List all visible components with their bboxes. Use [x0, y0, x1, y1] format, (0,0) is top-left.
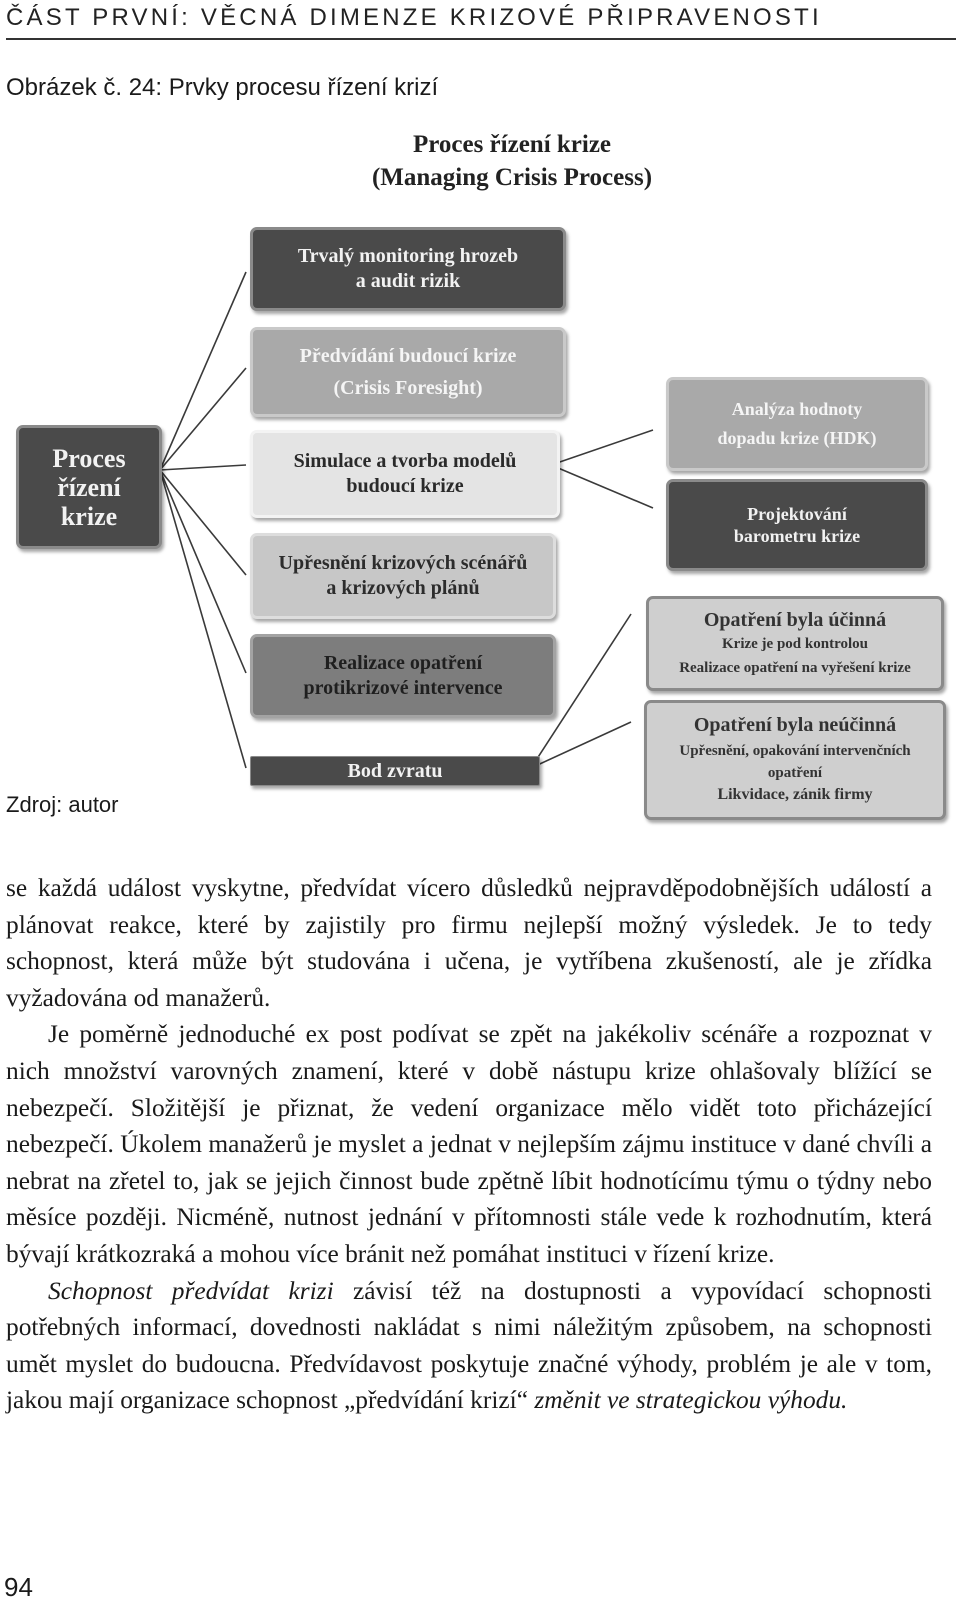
box-analyza-hodnoty-dopadu — [666, 377, 928, 471]
root-box-line1: Proces — [52, 443, 126, 473]
box-heading: Opatření byla účinná — [703, 608, 887, 631]
paragraph-3-italic-start: Schopnost předvídat krizi — [48, 1276, 334, 1305]
box-line2: a audit rizik — [355, 270, 461, 292]
box-line2: protikrizové intervence — [303, 677, 503, 699]
box-line1: Krize je pod kontrolou — [722, 635, 868, 652]
box-realizace-opatreni — [250, 634, 556, 718]
box-line3: Likvidace, zánik firmy — [717, 786, 873, 803]
diagram-title-line2: (Managing Crisis Process) — [371, 164, 653, 191]
box-projektovani-barometru — [666, 479, 928, 571]
box-trvaly-monitoring — [250, 227, 566, 311]
box-line1: Předvídání budoucí krize — [299, 345, 517, 367]
box-line1: Realizace opatření — [323, 652, 483, 674]
box-heading: Opatření byla neúčinná — [693, 714, 897, 736]
box-simulace-a-tvorba-modelu — [250, 430, 560, 518]
box-line1: Analýza hodnoty — [731, 399, 863, 419]
box-line2: Realizace opatření na vyřešení krize — [679, 659, 911, 676]
running-head: ČÁST PRVNÍ: VĚCNÁ DIMENZE KRIZOVÉ PŘIPRAVENOSTI — [6, 4, 956, 40]
box-line1: Upřesnění krizových scénářů — [278, 552, 528, 574]
box-line1: Trvalý monitoring hrozeb — [297, 245, 519, 267]
box-line2: dopadu krize (HDK) — [717, 428, 877, 448]
box-line2: budoucí krize — [346, 475, 464, 497]
figure-caption: Obrázek č. 24: Prvky procesu řízení krizí — [6, 74, 439, 101]
box-line2: (Crisis Foresight) — [333, 377, 483, 399]
box-line1: Upřesnění, opakování intervenčních — [679, 743, 911, 759]
box-opatreni-byla-neucinna — [644, 700, 946, 820]
root-box-line3: krize — [60, 501, 118, 531]
box-line2: a krizových plánů — [326, 577, 480, 599]
box-bod-zvratu — [250, 756, 540, 786]
paragraph-3-middle: závisí též na dostupnosti a vypovídací schopnosti potřebných informací, dovednosti nakládat s nimi náležitým způsobem, na schopnosti umět myslet do budoucna. Předvídavost poskytuje značné výhody, problém je ale v tom, jakou mají organizace schopnost „předvídání krizí“ — [6, 1276, 932, 1415]
box-upresneni-krizovych-scenaru — [250, 533, 556, 619]
box-line1: Simulace a tvorba modelů — [293, 450, 517, 472]
box-line1: Bod zvratu — [347, 760, 443, 782]
box-predvidani-budouci-krize — [250, 327, 566, 417]
paragraph-3-italic-end: změnit ve strategickou výhodu. — [534, 1386, 848, 1415]
body-text — [6, 870, 932, 1419]
paragraph-2: Je poměrně jednoduché ex post podívat se zpět na jakékoliv scénáře a rozpoznat v nich množství varovných znamení, které v době nástupu krize ohlašovaly blížící se nebezpečí. Složitější je přiznat, že vedení organizace mělo vidět toto přicházející nebezpečí. Úkolem manažerů je myslet a jednat v nejlepším zájmu instituce v dané chvíli a nebrat na zřetel to, jak se jejich činnost bude zpětně líbit hodnotícímu týmu o týdny nebo měsíce později. Nicméně, nutnost jednání v přítomnosti stále vede k rozhodnutím, která bývají krátkozraká a mohou více bránit než pomáhat instituci v řízení krize. — [6, 1020, 932, 1268]
diagram-title-line1: Proces řízení krize — [412, 131, 612, 158]
box-line2: barometru krize — [733, 526, 861, 546]
root-box-proces-rizeni-krize — [16, 425, 162, 549]
box-opatreni-byla-ucinna — [646, 596, 944, 691]
box-line2: opatření — [767, 765, 823, 781]
figure-source: Zdroj: autor — [6, 792, 119, 817]
root-box-line2: řízení — [57, 472, 121, 502]
box-line1: Projektování — [747, 504, 847, 524]
paragraph-1: se každá událost vyskytne, předvídat vícero důsledků nejpravděpodobnějších událostí a plánovat reakce, které by zajistily pro firmu nejlepší možný výsledek. Je to tedy schopnost, která může být studována i učena, je vytříbena zkušeností, ale je zřídka vyžadována od manažerů. — [6, 874, 932, 1012]
paragraph-3 — [6, 1273, 932, 1419]
page-number: 94 — [4, 1572, 33, 1602]
